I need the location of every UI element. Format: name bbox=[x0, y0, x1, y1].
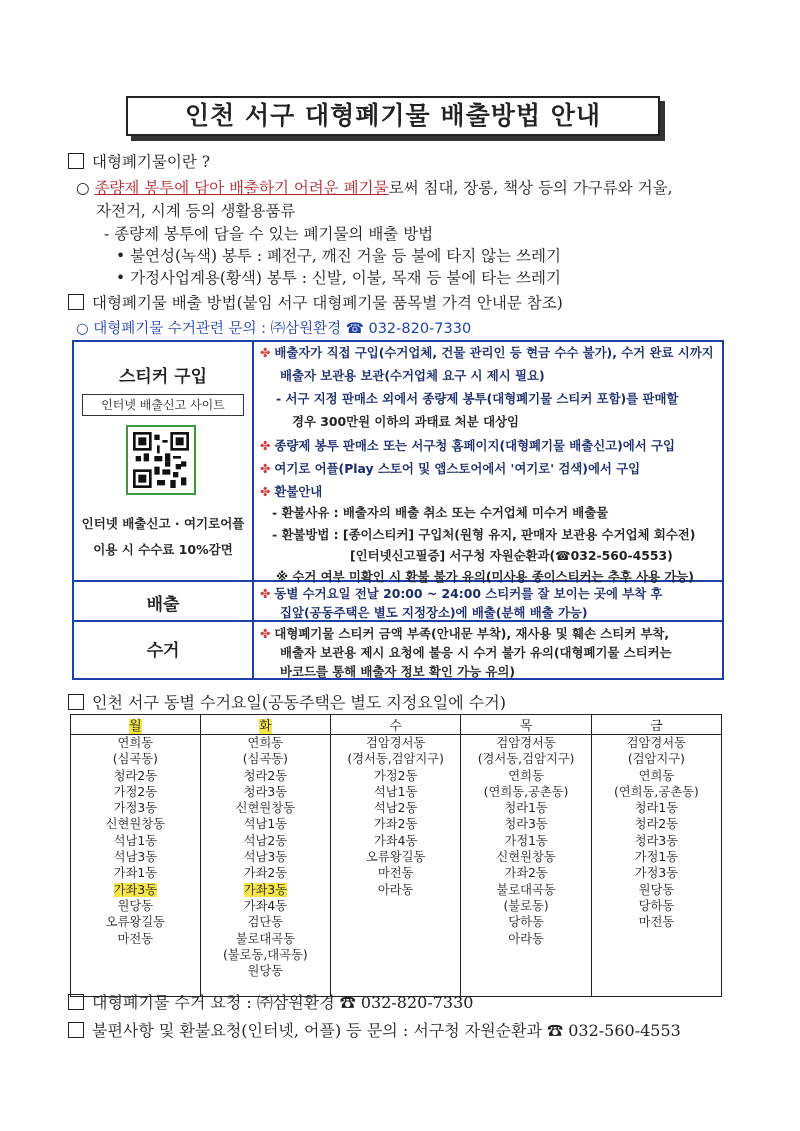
dong-item: 당하동 bbox=[508, 915, 544, 930]
dong-item: 가좌1동 bbox=[113, 866, 158, 881]
dong-item: 청라3동 bbox=[243, 784, 288, 799]
schedule-heading: 인천 서구 동별 수거요일(공동주택은 별도 지정요일에 수거) bbox=[68, 690, 506, 713]
dong-item: 청라1동 bbox=[504, 801, 548, 816]
dong-item: 석남1동 bbox=[243, 817, 288, 832]
dong-item: (검암지구) bbox=[627, 752, 685, 767]
definition-line2: 자전거, 시계 등의 생활용품류 bbox=[96, 202, 296, 220]
dong-item: (연희동,공촌동) bbox=[613, 784, 699, 799]
dong-item: 가좌4동 bbox=[373, 833, 418, 848]
refund-method: - 환불방법 : [종이스티커] 구입처(원형 유지, 판매자 보관용 수거업체 회수전) bbox=[272, 527, 696, 542]
dong-item: 가정3동 bbox=[634, 866, 679, 881]
day-header-wed: 수 bbox=[330, 715, 460, 735]
dong-item: 청라2동 bbox=[243, 768, 288, 783]
discharge-label: 배출 bbox=[146, 595, 180, 615]
section-discharge-method: 대형폐기물 배출 방법(붙임 서구 대형폐기물 품목별 가격 안내문 참조) bbox=[68, 291, 563, 313]
page-title: 인천 서구 대형폐기물 배출방법 안내 bbox=[126, 96, 660, 136]
dong-item: 석남3동 bbox=[113, 850, 158, 865]
dong-item: (심곡동) bbox=[112, 752, 158, 767]
day-header-mon: 월 bbox=[71, 715, 201, 735]
day-header-fri: 금 bbox=[591, 715, 721, 735]
dong-item: 오류왕길동 bbox=[365, 850, 426, 865]
dong-item: 아라동 bbox=[508, 931, 544, 946]
dong-item: 가정1동 bbox=[504, 833, 548, 848]
dong-item: 검단동 bbox=[247, 915, 284, 930]
sticker-purchase-label: 스티커 구입 bbox=[118, 367, 208, 387]
sub-heading: - 종량제 봉투에 담을 수 있는 폐기물의 배출 방법 bbox=[104, 225, 434, 243]
dong-item: (경서동,검암지구) bbox=[477, 752, 575, 767]
rule-purchase-1: ✤ 배출자가 직접 구입(수거업체, 건물 관리인 등 현금 수수 불가), 수거 완료 시까지 bbox=[260, 345, 714, 360]
dong-item: 검암경서동 bbox=[626, 736, 687, 750]
checkbox-icon bbox=[68, 694, 84, 710]
dong-item: 연희동 bbox=[508, 768, 544, 783]
dong-item: 가정1동 bbox=[634, 850, 679, 865]
dong-item: 가좌2동 bbox=[504, 866, 548, 881]
dong-item: 청라3동 bbox=[634, 833, 679, 848]
dong-item-highlight: 가좌3동 bbox=[113, 882, 158, 897]
dong-item: 신현원창동 bbox=[235, 801, 296, 816]
collect-rule-1: ✤ 대형폐기물 스티커 금액 부족(안내문 부착), 재사용 및 훼손 스티커 부착, bbox=[260, 626, 670, 641]
refund-reason: - 환불사유 : 배출자의 배출 취소 또는 수거업체 미수거 배출물 bbox=[272, 505, 609, 520]
dong-item: (불로동) bbox=[503, 898, 549, 913]
dong-item: 검암경서동 bbox=[365, 736, 426, 750]
diamond-icon: ✤ bbox=[260, 586, 271, 601]
diamond-icon: ✤ bbox=[260, 461, 271, 476]
rule-penalty-b: 경우 300만원 이하의 과태료 처분 대상임 bbox=[292, 414, 519, 429]
checkbox-icon bbox=[68, 994, 84, 1010]
dong-item: 연희동 bbox=[638, 768, 675, 783]
dong-item: 신현원창동 bbox=[105, 817, 166, 832]
discharge-rule-1: ✤ 동별 수거요일 전날 20:00 ~ 24:00 스티커를 잘 보이는 곳에 부착 후 bbox=[260, 586, 663, 601]
dong-item: 마전동 bbox=[377, 866, 414, 881]
dong-item: 청라1동 bbox=[634, 801, 679, 816]
schedule-col-tue bbox=[200, 735, 330, 997]
dong-item: 아라동 bbox=[377, 882, 414, 897]
schedule-table bbox=[70, 714, 722, 997]
bullet-green-bag: • 불연성(녹색) 봉투 : 폐전구, 깨진 거울 등 불에 타지 않는 쓰레기 bbox=[116, 247, 561, 265]
day-header-tue: 화 bbox=[200, 715, 330, 735]
dong-item: 가정2동 bbox=[113, 784, 158, 799]
dong-item: 원당동 bbox=[638, 882, 675, 897]
dong-item: 원당동 bbox=[247, 964, 284, 979]
dong-item: 마전동 bbox=[117, 931, 154, 946]
definition-underlined: 종량제 봉투에 담아 배출하기 어려운 폐기물 bbox=[94, 179, 389, 197]
qr-code-icon bbox=[133, 432, 189, 488]
diamond-icon: ✤ bbox=[260, 484, 271, 499]
schedule-col-mon bbox=[71, 735, 201, 997]
dong-item bbox=[201, 882, 330, 898]
site-label: 인터넷 배출신고 사이트 bbox=[82, 394, 244, 416]
checkbox-icon bbox=[68, 1022, 84, 1038]
dong-item: 당하동 bbox=[638, 898, 675, 913]
dong-item bbox=[71, 882, 200, 898]
refund-method-b: [인터넷신고필증] 서구청 자원순환과(☎032-560-4553) bbox=[350, 548, 673, 563]
dong-item: (심곡동) bbox=[242, 752, 288, 767]
dong-item: 석남2동 bbox=[373, 801, 418, 816]
discharge-rule-2: 집앞(공동주택은 별도 지정장소)에 배출(분해 배출 가능) bbox=[280, 605, 588, 620]
inquiry-line: ○ 대형폐기물 수거관련 문의 : ㈜삼원환경 ☎ 032-820-7330 bbox=[76, 321, 472, 337]
dong-item: 연희동 bbox=[247, 736, 284, 750]
dong-item: 석남1동 bbox=[373, 784, 418, 799]
dong-item: 청라3동 bbox=[504, 817, 548, 832]
checkbox-icon bbox=[68, 294, 84, 310]
rule-purchase-1b: 배출자 보관용 보관(수거업체 요구 시 제시 필요) bbox=[280, 368, 545, 383]
discount-line1: 인터넷 배출신고 · 여기로어플 bbox=[81, 516, 245, 531]
rule-shop: ✤ 종량제 봉투 판매소 또는 서구청 홈페이지(대형폐기물 배출신고)에서 구입 bbox=[260, 438, 675, 453]
footer-complaints: 불편사항 및 환불요청(인터넷, 어플) 등 문의 : 서구청 자원순환과 ☎ 032-560-4553 bbox=[68, 1018, 681, 1041]
dong-item: 가정3동 bbox=[113, 801, 158, 816]
day-header-thu: 목 bbox=[461, 715, 591, 735]
dong-item: (연희동,공촌동) bbox=[483, 784, 569, 799]
discount-line2: 이용 시 수수료 10%감면 bbox=[93, 542, 233, 557]
collect-label: 수거 bbox=[146, 641, 180, 661]
dong-item: 가좌2동 bbox=[243, 866, 288, 881]
dong-item: (불로동,대곡동) bbox=[222, 947, 308, 962]
dong-item: 석남1동 bbox=[113, 833, 158, 848]
dong-item: 청라2동 bbox=[113, 768, 158, 783]
collect-rule-3: 바코드를 통해 배출자 정보 확인 가능 유의) bbox=[280, 664, 516, 679]
dong-item: 오류왕길동 bbox=[105, 915, 166, 930]
dong-item-highlight: 가좌3동 bbox=[243, 882, 288, 897]
dong-item: 가좌2동 bbox=[373, 817, 418, 832]
dong-item: 가정2동 bbox=[373, 768, 418, 783]
rule-app: ✤ 여기로 어플(Play 스토어 및 앱스토어에서 '여기로' 검색)에서 구입 bbox=[260, 461, 641, 476]
footer-collect-request: 대형폐기물 수거 요청 : ㈜삼원환경 ☎ 032-820-7330 bbox=[68, 990, 473, 1013]
dong-item: 연희동 bbox=[117, 736, 154, 750]
bullet-yellow-bag: • 가정사업계용(황색) 봉투 : 신발, 이불, 목재 등 불에 타는 쓰레기 bbox=[116, 269, 561, 287]
dong-item: 신현원창동 bbox=[496, 850, 556, 865]
diamond-icon: ✤ bbox=[260, 626, 271, 641]
dong-item: 불로대곡동 bbox=[496, 882, 556, 897]
diamond-icon: ✤ bbox=[260, 438, 271, 453]
collect-rule-2: 배출자 보관용 제시 요청에 불응 시 수거 불가 유의(대형폐기물 스티커는 bbox=[280, 645, 672, 660]
schedule-col-thu bbox=[461, 735, 591, 997]
qr-code[interactable] bbox=[126, 425, 196, 495]
dong-item: 청라2동 bbox=[634, 817, 679, 832]
dong-item: (경서동,검암지구) bbox=[347, 752, 444, 767]
definition-line1: ○ 종량제 봉투에 담아 배출하기 어려운 폐기물로써 침대, 장롱, 책상 등의 가구류와 거울, bbox=[76, 179, 673, 197]
dong-item: 석남3동 bbox=[243, 850, 288, 865]
schedule-col-fri bbox=[591, 735, 721, 997]
dong-item: 불로대곡동 bbox=[235, 931, 296, 946]
checkbox-icon bbox=[68, 153, 84, 169]
rule-penalty: - 서구 지정 판매소 외에서 종량제 봉투(대형폐기물 스티커 포함)를 판매할 bbox=[276, 391, 679, 406]
section-what-is: 대형폐기물이란 ? bbox=[68, 150, 210, 172]
dong-item: 가좌4동 bbox=[243, 898, 288, 913]
dong-item: 마전동 bbox=[638, 915, 675, 930]
refund-note: ※ 수거 여부 미확인 시 환불 불가 유의(미사용 종이스티커는 추후 사용 가능) bbox=[276, 569, 694, 584]
dong-item: 검암경서동 bbox=[496, 736, 556, 750]
dong-item: 원당동 bbox=[117, 898, 154, 913]
refund-heading: ✤ 환불안내 bbox=[260, 484, 323, 499]
schedule-col-wed bbox=[330, 735, 460, 997]
diamond-icon: ✤ bbox=[260, 345, 271, 360]
dong-item: 석남2동 bbox=[243, 833, 288, 848]
